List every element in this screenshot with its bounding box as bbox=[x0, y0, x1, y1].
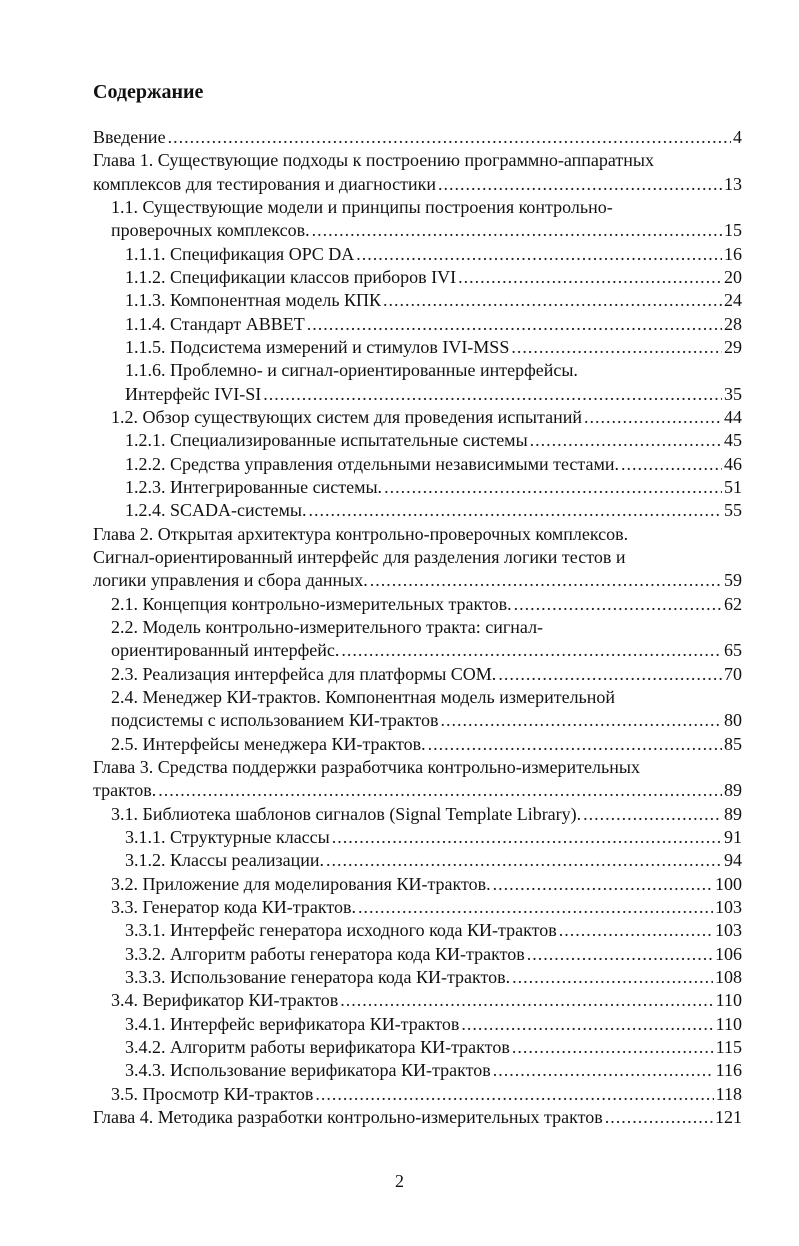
toc-page-number: 59 bbox=[724, 570, 742, 590]
toc-page-number: 116 bbox=[715, 1060, 742, 1080]
toc-page-number: 35 bbox=[724, 384, 742, 404]
dot-leader bbox=[340, 989, 713, 1011]
dot-leader bbox=[511, 336, 722, 358]
toc-entry-text: 3.2. Приложение для моделирования КИ-трактов. bbox=[111, 874, 491, 894]
toc-entry-text: 1.1.5. Подсистема измерений и стимулов IVI-MSS bbox=[125, 337, 510, 357]
toc-entry-text: 3.1.1. Структурные классы bbox=[125, 827, 330, 847]
toc-page-number: 28 bbox=[724, 314, 742, 334]
toc-page-number: 89 bbox=[724, 804, 742, 824]
toc-entry bbox=[111, 196, 613, 218]
toc-entry-text: 2.3. Реализация интерфейса для платформы COM. bbox=[111, 664, 497, 684]
dot-leader bbox=[315, 1083, 713, 1105]
toc-page-number: 118 bbox=[715, 1084, 742, 1104]
toc-entry bbox=[111, 593, 742, 615]
toc-page-number: 15 bbox=[724, 220, 742, 240]
toc-page-number: 110 bbox=[715, 1014, 742, 1034]
dot-leader bbox=[458, 266, 722, 288]
dot-leader bbox=[158, 779, 722, 801]
toc-page-number: 103 bbox=[715, 897, 742, 917]
toc-entry-text: 1.2. Обзор существующих систем для проведения испытаний bbox=[111, 407, 582, 427]
dot-leader bbox=[438, 173, 722, 195]
toc-entry-text: подсистемы с использованием КИ-трактов bbox=[111, 710, 439, 730]
toc-entry-text: 2.5. Интерфейсы менеджера КИ-трактов. bbox=[111, 734, 426, 754]
dot-leader bbox=[583, 803, 722, 825]
dot-leader bbox=[530, 429, 722, 451]
toc-entry bbox=[111, 709, 742, 731]
toc-page-number: 115 bbox=[715, 1037, 742, 1057]
toc-page-number: 103 bbox=[715, 920, 742, 940]
toc-entry-text: 3.3. Генератор кода КИ-трактов. bbox=[111, 897, 356, 917]
toc-entry bbox=[125, 1013, 742, 1035]
toc-entry-text: 3.5. Просмотр КИ-трактов bbox=[111, 1084, 314, 1104]
toc-page-number: 89 bbox=[724, 780, 742, 800]
toc-entry-text: 3.1.2. Классы реализации. bbox=[125, 850, 325, 870]
toc-entry-text: трактов. bbox=[93, 780, 157, 800]
toc-entry bbox=[93, 149, 654, 171]
toc-entry bbox=[125, 1036, 742, 1058]
toc-entry bbox=[125, 919, 742, 941]
toc-entry bbox=[125, 499, 742, 521]
toc-entry bbox=[125, 359, 578, 381]
dot-leader bbox=[307, 313, 722, 335]
toc-entry bbox=[125, 313, 742, 335]
toc-entry bbox=[125, 966, 742, 988]
dot-leader bbox=[383, 289, 722, 311]
dot-leader bbox=[514, 593, 722, 615]
toc-entry bbox=[111, 989, 742, 1011]
dot-leader bbox=[498, 663, 722, 685]
toc-page-number: 45 bbox=[724, 430, 742, 450]
dot-leader bbox=[326, 849, 722, 871]
toc-entry-text: 1.1.1. Спецификация OPC DA bbox=[125, 244, 355, 264]
toc-entry-text: 3.3.3. Использование генератора кода КИ-трактов. bbox=[125, 967, 511, 987]
toc-entry-text: 3.4. Верификатор КИ-трактов bbox=[111, 990, 339, 1010]
toc-entry bbox=[125, 849, 742, 871]
dot-leader bbox=[605, 1106, 713, 1128]
toc-page-number: 55 bbox=[724, 500, 742, 520]
toc-entry bbox=[111, 406, 742, 428]
toc-page-number: 85 bbox=[724, 734, 742, 754]
toc-entry-text: Интерфейс IVI-SI bbox=[125, 384, 262, 404]
toc-entry bbox=[125, 826, 742, 848]
toc-entry-text: 3.4.2. Алгоритм работы верификатора КИ-трактов bbox=[125, 1037, 510, 1057]
toc-entry bbox=[93, 756, 640, 778]
toc-entry bbox=[93, 523, 628, 545]
dot-leader bbox=[428, 733, 722, 755]
toc-entry-text: 1.2.3. Интегрированные системы. bbox=[125, 477, 383, 497]
page-number: 2 bbox=[395, 1171, 404, 1191]
toc-page-number: 65 bbox=[724, 640, 742, 660]
dot-leader bbox=[512, 966, 713, 988]
dot-leader bbox=[493, 873, 713, 895]
toc-page-number: 110 bbox=[715, 990, 742, 1010]
toc-entry bbox=[93, 173, 742, 195]
dot-leader bbox=[168, 126, 731, 148]
toc-entry bbox=[93, 126, 742, 148]
dot-leader bbox=[263, 383, 722, 405]
toc-entry-text: 3.4.1. Интерфейс верификатора КИ-трактов bbox=[125, 1014, 460, 1034]
toc-entry-text: Введение bbox=[93, 127, 166, 147]
toc-entry bbox=[111, 803, 742, 825]
toc-page-number: 29 bbox=[724, 337, 742, 357]
toc-title: Содержание bbox=[93, 81, 204, 103]
toc-entry bbox=[111, 639, 742, 661]
dot-leader bbox=[584, 406, 722, 428]
dot-leader bbox=[512, 1036, 714, 1058]
toc-page-number: 121 bbox=[715, 1107, 742, 1127]
toc-entry-text: 3.3.2. Алгоритм работы генератора кода КИ-трактов bbox=[125, 944, 525, 964]
toc-entry-text: 3.3.1. Интерфейс генератора исходного кода КИ-трактов bbox=[125, 920, 557, 940]
toc-entry-text: 1.2.2. Средства управления отдельными независимыми тестами. bbox=[125, 454, 619, 474]
dot-leader bbox=[384, 476, 722, 498]
toc-entry-text: Глава 2. Открытая архитектура контрольно-проверочных комплексов. bbox=[93, 524, 629, 544]
toc-page-number: 51 bbox=[724, 477, 742, 497]
toc-page-number: 108 bbox=[715, 967, 742, 987]
dot-leader bbox=[527, 943, 713, 965]
toc-page-number: 62 bbox=[724, 594, 742, 614]
toc-entry-text: 3.1. Библиотека шаблонов сигналов (Signal Template Library). bbox=[111, 804, 582, 824]
dot-leader bbox=[559, 919, 713, 941]
toc-entry bbox=[125, 336, 742, 358]
toc-entry bbox=[125, 243, 742, 265]
toc-page-number: 80 bbox=[724, 710, 742, 730]
toc-entry-text: 1.1. Существующие модели и принципы построения контрольно- bbox=[111, 197, 613, 217]
toc-entry-text: 1.1.2. Спецификации классов приборов IVI bbox=[125, 267, 457, 287]
toc-page-number: 100 bbox=[715, 874, 742, 894]
toc-entry-text: Сигнал-ориентированный интерфейс для разделения логики тестов и bbox=[93, 547, 626, 567]
toc-page-number: 24 bbox=[724, 290, 742, 310]
dot-leader bbox=[621, 453, 722, 475]
toc-entry-text: 1.1.4. Стандарт ABBET bbox=[125, 314, 305, 334]
toc-entry bbox=[111, 686, 615, 708]
toc-entry-text: ориентированный интерфейс. bbox=[111, 640, 340, 660]
toc-page-number: 4 bbox=[733, 127, 742, 147]
toc-entry bbox=[111, 1083, 742, 1105]
toc-entry bbox=[125, 266, 742, 288]
toc-page-number: 70 bbox=[724, 664, 742, 684]
toc-entry-text: 1.1.6. Проблемно- и сигнал-ориентированные интерфейсы. bbox=[125, 360, 578, 380]
toc-entry-text: 2.2. Модель контрольно-измерительного тракта: сигнал- bbox=[111, 617, 544, 637]
dot-leader bbox=[312, 219, 722, 241]
toc-entry bbox=[125, 453, 742, 475]
toc-entry-text: 1.1.3. Компонентная модель КПК bbox=[125, 290, 382, 310]
dot-leader bbox=[461, 1013, 713, 1035]
toc-entry-text: комплексов для тестирования и диагностики bbox=[93, 174, 437, 194]
toc-entry-text: Глава 1. Существующие подходы к построению программно-аппаратных bbox=[93, 150, 654, 170]
dot-leader bbox=[332, 826, 722, 848]
dot-leader bbox=[356, 243, 722, 265]
toc-entry-text: 1.2.1. Специализированные испытательные системы bbox=[125, 430, 528, 450]
toc-entry-text: 2.4. Менеджер КИ-трактов. Компонентная модель измерительной bbox=[111, 687, 616, 707]
toc-entry-text: проверочных комплексов. bbox=[111, 220, 310, 240]
toc-page-number: 13 bbox=[724, 174, 742, 194]
toc-entry bbox=[125, 429, 742, 451]
toc-entry bbox=[125, 289, 742, 311]
toc-page-number: 16 bbox=[724, 244, 742, 264]
toc-entry bbox=[111, 896, 742, 918]
toc-entry-text: 1.2.4. SCADA-системы. bbox=[125, 500, 307, 520]
toc-page-number: 44 bbox=[724, 407, 742, 427]
toc-page-number: 20 bbox=[724, 267, 742, 287]
toc-page-number: 106 bbox=[715, 944, 742, 964]
toc-entry bbox=[111, 219, 742, 241]
toc-entry bbox=[93, 546, 625, 568]
toc-entry bbox=[125, 383, 742, 405]
dot-leader bbox=[341, 639, 722, 661]
dot-leader bbox=[493, 1059, 714, 1081]
toc-page-number: 91 bbox=[724, 827, 742, 847]
toc-entry bbox=[93, 1106, 742, 1128]
toc-entry-text: Глава 4. Методика разработки контрольно-измерительных трактов bbox=[93, 1107, 603, 1127]
toc-entry-text: 2.1. Концепция контрольно-измерительных трактов. bbox=[111, 594, 512, 614]
dot-leader bbox=[308, 499, 722, 521]
toc-entry bbox=[125, 1059, 742, 1081]
dot-leader bbox=[370, 569, 722, 591]
toc-entry bbox=[111, 616, 543, 638]
toc-entry bbox=[93, 779, 742, 801]
toc-entry bbox=[111, 663, 742, 685]
toc-entry bbox=[111, 733, 742, 755]
toc-entry-text: Глава 3. Средства поддержки разработчика контрольно-измерительных bbox=[93, 757, 640, 777]
toc-page-number: 46 bbox=[724, 454, 742, 474]
toc-entry bbox=[125, 943, 742, 965]
toc-entry bbox=[125, 476, 742, 498]
dot-leader bbox=[441, 709, 722, 731]
dot-leader bbox=[358, 896, 713, 918]
toc-entry bbox=[93, 569, 742, 591]
toc-entry-text: 3.4.3. Использование верификатора КИ-трактов bbox=[125, 1060, 491, 1080]
toc-entry-text: логики управления и сбора данных. bbox=[93, 570, 368, 590]
toc-entry bbox=[111, 873, 742, 895]
toc-page-number: 94 bbox=[724, 850, 742, 870]
